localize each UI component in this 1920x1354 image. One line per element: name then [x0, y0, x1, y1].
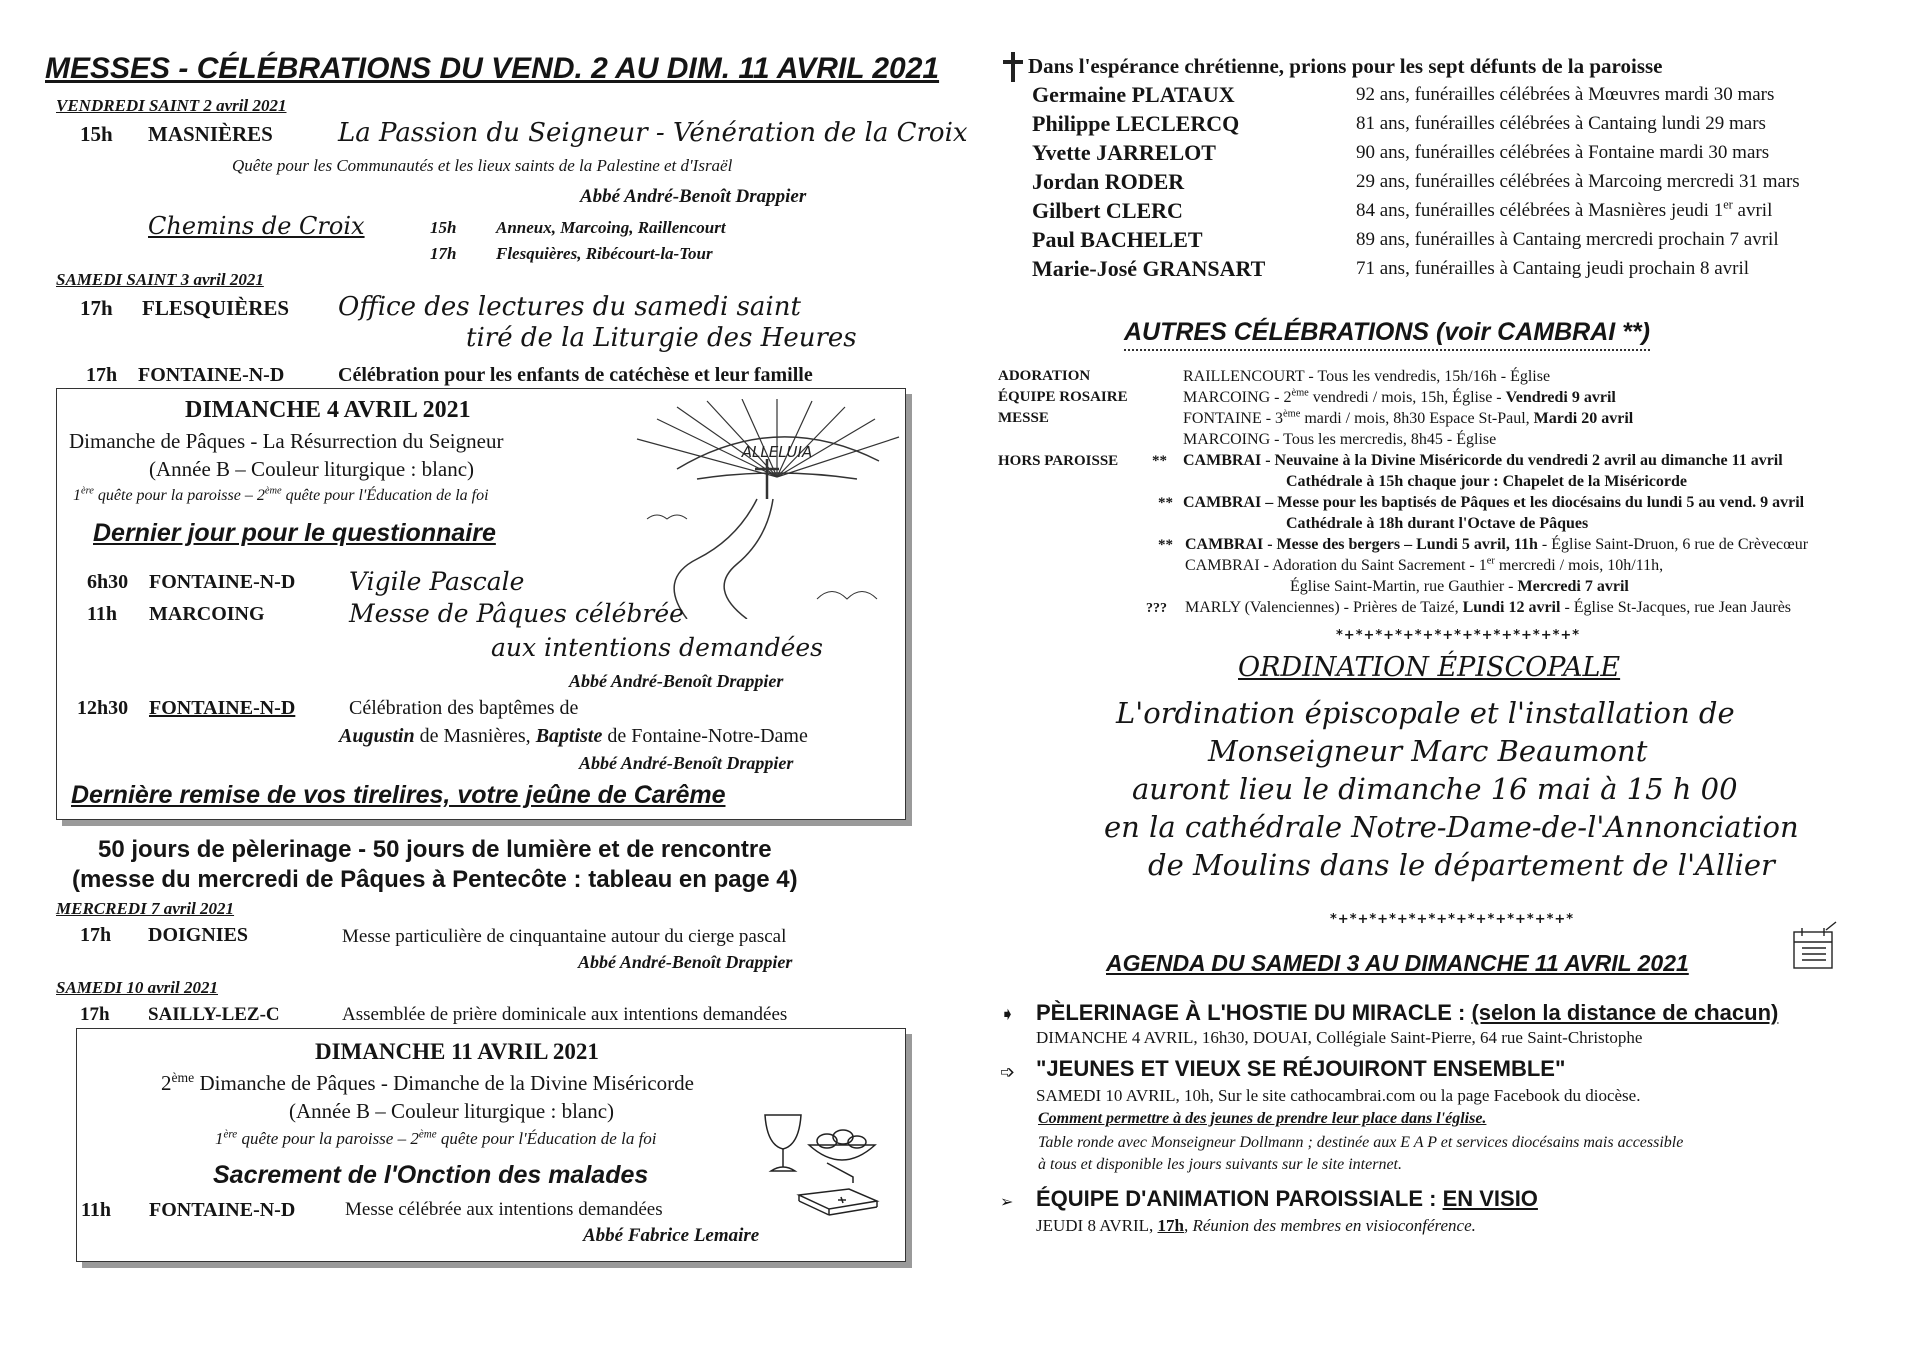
hors3-text: CAMBRAI - Messe des bergers – Lundi 5 avril, 11h - Église Saint-Druon, 6 rue de Crèvecœur: [1185, 536, 1809, 553]
ordination-line-4: en la cathédrale Notre-Dame-de-l'Annonciation: [1104, 810, 1799, 844]
dimanche4-e3-time: 12h30: [77, 697, 129, 719]
defunt-row: [1032, 227, 1912, 256]
messe-label: MESSE: [998, 410, 1049, 426]
rosaire-label: ÉQUIPE ROSAIRE: [998, 389, 1128, 405]
dimanche4-e3-priest: Abbé André-Benoît Drappier: [579, 753, 794, 773]
defunt-row: [1032, 82, 1912, 111]
mercredi-place: DOIGNIES: [148, 924, 249, 946]
samedi-heading: SAMEDI SAINT 3 avril 2021: [56, 270, 264, 289]
agenda-item3-title: ÉQUIPE D'ANIMATION PAROISSIALE : EN VISIO: [1036, 1186, 1538, 1211]
chemin1-places: Anneux, Marcoing, Raillencourt: [496, 218, 726, 237]
chalice-bread-illustration: [757, 1105, 897, 1225]
defunt-info: 84 ans, funérailles célébrées à Masnières jeudi 1er avril: [1356, 197, 1773, 221]
defunt-name: Philippe LECLERCQ: [1032, 111, 1240, 136]
ordination-line-1: L'ordination épiscopale et l'installation de: [1116, 696, 1735, 730]
hors2-line2: Cathédrale à 18h durant l'Octave de Pâques: [1286, 515, 1589, 532]
defunt-name: Jordan RODER: [1032, 169, 1185, 194]
dimanche11-heading: DIMANCHE 11 AVRIL 2021: [315, 1039, 599, 1064]
pelerinage-line1: 50 jours de pèlerinage - 50 jours de lumière et de rencontre: [98, 836, 772, 863]
samedi-e1-title-1: Office des lectures du samedi saint: [338, 292, 801, 322]
mercredi-desc: Messe particulière de cinquantaine autour du cierge pascal: [342, 926, 787, 947]
stars-mark: **: [1158, 495, 1173, 511]
mercredi-time: 17h: [80, 924, 112, 946]
chemin1-time: 15h: [430, 218, 457, 237]
agenda-item2-title: "JEUNES ET VIEUX SE RÉJOUIRONT ENSEMBLE": [1036, 1056, 1566, 1081]
dimanche4-line2: (Année B – Couleur liturgique : blanc): [149, 457, 475, 481]
autres-title: AUTRES CÉLÉBRATIONS (voir CAMBRAI **): [1124, 318, 1650, 351]
defunt-row: [1032, 169, 1912, 198]
samedi10-place: SAILLY-LEZ-C: [148, 1004, 280, 1025]
dimanche4-e3-names: Augustin de Masnières, Baptiste de Fontaine-Notre-Dame: [339, 725, 808, 747]
dimanche4-box: [56, 388, 906, 820]
defunt-info: 81 ans, funérailles célébrées à Cantaing lundi 29 mars: [1356, 113, 1766, 134]
main-title: MESSES - CÉLÉBRATIONS DU VEND. 2 AU DIM. 11 AVRIL 2021: [45, 52, 940, 85]
defunt-name: Germaine PLATAUX: [1032, 82, 1235, 107]
agenda-item2-text: SAMEDI 10 AVRIL, 10h, Sur le site cathocambrai.com ou la page Facebook du diocèse.: [1036, 1086, 1641, 1105]
easter-road-illustration: [617, 399, 917, 619]
marly-mark: ???: [1146, 601, 1167, 616]
dimanche4-e2-title-1: Messe de Pâques célébrée: [349, 599, 684, 628]
dimanche11-priest: Abbé Fabrice Lemaire: [583, 1225, 760, 1246]
chemin2-places: Flesquières, Ribécourt-la-Tour: [496, 244, 713, 263]
adoration-label: ADORATION: [998, 368, 1091, 384]
pelerinage-line2: (messe du mercredi de Pâques à Pentecôte : tableau en page 4): [72, 866, 798, 893]
dimanche4-e2-title-2: aux intentions demandées: [491, 633, 823, 662]
sacrement-title: Sacrement de l'Onction des malades: [213, 1161, 649, 1189]
dimanche11-line1: 2ème Dimanche de Pâques - Dimanche de la Divine Miséricorde: [161, 1070, 694, 1095]
agenda-bullet-3-icon: ➢: [1000, 1194, 1014, 1211]
dimanche11-quete: 1ère quête pour la paroisse – 2ème quête pour l'Éducation de la foi: [215, 1128, 657, 1148]
messe1-text: FONTAINE - 3ème mardi / mois, 8h30 Espace St-Paul, Mardi 20 avril: [1183, 408, 1634, 427]
ordination-line-3: auront lieu le dimanche 16 mai à 15 h 00: [1132, 772, 1738, 806]
mercredi-priest: Abbé André-Benoît Drappier: [578, 952, 793, 972]
dimanche4-e1-time: 6h30: [87, 571, 129, 593]
defunt-row: [1032, 111, 1912, 140]
agenda-item2-desc2: à tous et disponible les jours suivants sur le site internet.: [1038, 1156, 1402, 1173]
vendredi-heading: VENDREDI SAINT 2 avril 2021: [56, 96, 287, 115]
adoration-text: RAILLENCOURT - Tous les vendredis, 15h/16h - Église: [1183, 368, 1551, 385]
dimanche4-e3-place: FONTAINE-N-D: [149, 697, 296, 719]
dimanche4-line1: Dimanche de Pâques - La Résurrection du Seigneur: [69, 429, 504, 453]
defunt-row: [1032, 140, 1912, 169]
stars-mark: **: [1152, 453, 1167, 469]
hors1-line2: Cathédrale à 15h chaque jour : Chapelet de la Miséricorde: [1286, 473, 1687, 490]
hors1-line1: CAMBRAI - Neuvaine à la Divine Miséricorde du vendredi 2 avril au dimanche 11 avril: [1183, 452, 1783, 469]
dimanche4-e2-place: MARCOING: [149, 603, 265, 625]
agenda-item1-title: PÈLERINAGE À L'HOSTIE DU MIRACLE : (selon la distance de chacun): [1036, 1000, 1779, 1025]
defunt-info: 90 ans, funérailles célébrées à Fontaine mardi 30 mars: [1356, 142, 1770, 163]
calendar-icon: [1790, 920, 1840, 974]
hors4-line2: Église Saint-Martin, rue Gauthier - Mercredi 7 avril: [1290, 578, 1629, 595]
alleluia-text: ALLELUIA: [741, 443, 813, 461]
dimanche11-box: [76, 1028, 906, 1262]
defunt-name: Gilbert CLERC: [1032, 198, 1183, 223]
vendredi-time: 15h: [80, 122, 113, 146]
samedi-e2-place: FONTAINE-N-D: [138, 364, 285, 386]
dimanche11-desc: Messe célébrée aux intentions demandées: [345, 1199, 663, 1220]
separator-stars: *+*+*+*+*+*+*+*+*+*+*+*+*: [1336, 628, 1581, 643]
samedi-e2-desc: Célébration pour les enfants de catéchèse et leur famille: [338, 364, 813, 386]
dimanche4-banner: Dernier jour pour le questionnaire: [93, 519, 496, 547]
ordination-title: ORDINATION ÉPISCOPALE: [1238, 652, 1621, 683]
dimanche4-e1-title: Vigile Pascale: [349, 567, 525, 596]
samedi-e1-time: 17h: [80, 296, 113, 320]
dimanche4-e3-desc: Célébration des baptêmes de: [349, 697, 579, 719]
dimanche11-line2: (Année B – Couleur liturgique : blanc): [289, 1099, 615, 1123]
agenda-item3-text: JEUDI 8 AVRIL, 17h, Réunion des membres en visioconférence.: [1036, 1216, 1476, 1235]
rosaire-text: MARCOING - 2ème vendredi / mois, 15h, Église - Vendredi 9 avril: [1183, 387, 1616, 406]
agenda-title: AGENDA DU SAMEDI 3 AU DIMANCHE 11 AVRIL 2021: [1106, 950, 1689, 976]
ordination-line-2: Monseigneur Marc Beaumont: [1208, 734, 1648, 768]
agenda-item2-desc1: Table ronde avec Monseigneur Dollmann ; destinée aux E A P et services diocésains mais accessible: [1038, 1134, 1684, 1151]
samedi10-time: 17h: [80, 1004, 110, 1025]
samedi10-desc: Assemblée de prière dominicale aux intentions demandées: [342, 1004, 788, 1025]
dimanche4-quete: 1ère quête pour la paroisse – 2ème quête pour l'Éducation de la foi: [73, 485, 489, 504]
dimanche4-e1-place: FONTAINE-N-D: [149, 571, 296, 593]
defunt-info: 92 ans, funérailles célébrées à Mœuvres mardi 30 mars: [1356, 84, 1775, 105]
chemins-de-croix: Chemins de Croix: [148, 212, 365, 240]
stars-mark: **: [1158, 537, 1173, 553]
vendredi-title: La Passion du Seigneur - Vénération de la Croix: [338, 118, 968, 148]
dimanche4-e2-time: 11h: [87, 603, 118, 625]
defunt-name: Yvette JARRELOT: [1032, 140, 1216, 165]
defunt-row: [1032, 256, 1912, 285]
defunt-info: 71 ans, funérailles à Cantaing jeudi prochain 8 avril: [1356, 258, 1750, 279]
dimanche11-time: 11h: [81, 1199, 112, 1221]
messe2-text: MARCOING - Tous les mercredis, 8h45 - Église: [1183, 431, 1497, 448]
defunt-row: [1032, 198, 1912, 227]
separator-stars: *+*+*+*+*+*+*+*+*+*+*+*+*: [1330, 912, 1575, 927]
samedi-e1-place: FLESQUIÈRES: [142, 296, 290, 320]
cross-icon: [1000, 50, 1026, 84]
chemin2-time: 17h: [430, 244, 457, 263]
hors-label: HORS PAROISSE: [998, 453, 1119, 469]
marly-text: MARLY (Valenciennes) - Prières de Taizé, Lundi 12 avril - Église St-Jacques, rue Jean Jaurès: [1185, 599, 1792, 616]
mercredi-heading: MERCREDI 7 avril 2021: [56, 899, 235, 918]
ordination-line-5: de Moulins dans le département de l'Allier: [1148, 848, 1775, 882]
defunts-heading: Dans l'espérance chrétienne, prions pour les sept défunts de la paroisse: [1028, 54, 1663, 78]
agenda-item1-text: DIMANCHE 4 AVRIL, 16h30, DOUAI, Collégiale Saint-Pierre, 64 rue Saint-Christophe: [1036, 1028, 1643, 1047]
dimanche11-place: FONTAINE-N-D: [149, 1199, 296, 1221]
hors4-line1: CAMBRAI - Adoration du Saint Sacrement - 1er mercredi / mois, 10h/11h,: [1185, 555, 1664, 574]
agenda-bullet-1-icon: ➧: [1000, 1004, 1016, 1024]
hors2-line1: CAMBRAI – Messe pour les baptisés de Pâques et les diocésains du lundi 5 au vend. 9 avril: [1183, 494, 1805, 511]
defunt-info: 29 ans, funérailles célébrées à Marcoing mercredi 31 mars: [1356, 171, 1800, 192]
dimanche4-heading: DIMANCHE 4 AVRIL 2021: [185, 397, 471, 423]
defunts-list: [1032, 82, 1912, 285]
agenda-item2-question: Comment permettre à des jeunes de prendre leur place dans l'église.: [1038, 1110, 1487, 1127]
vendredi-quete: Quête pour les Communautés et les lieux saints de la Palestine et d'Israël: [232, 156, 733, 175]
dimanche4-footer: Dernière remise de vos tirelires, votre jeûne de Carême: [71, 781, 726, 809]
defunt-name: Marie-José GRANSART: [1032, 256, 1266, 281]
defunt-info: 89 ans, funérailles à Cantaing mercredi prochain 7 avril: [1356, 229, 1779, 250]
dimanche4-e2-priest: Abbé André-Benoît Drappier: [569, 671, 784, 691]
vendredi-place: MASNIÈRES: [148, 122, 273, 146]
agenda-bullet-2-icon: ➩: [1000, 1062, 1016, 1082]
samedi-e1-title-2: tiré de la Liturgie des Heures: [466, 323, 857, 353]
samedi-e2-time: 17h: [86, 364, 118, 386]
defunt-name: Paul BACHELET: [1032, 227, 1203, 252]
vendredi-priest: Abbé André-Benoît Drappier: [580, 186, 807, 207]
samedi10-heading: SAMEDI 10 avril 2021: [56, 978, 218, 997]
